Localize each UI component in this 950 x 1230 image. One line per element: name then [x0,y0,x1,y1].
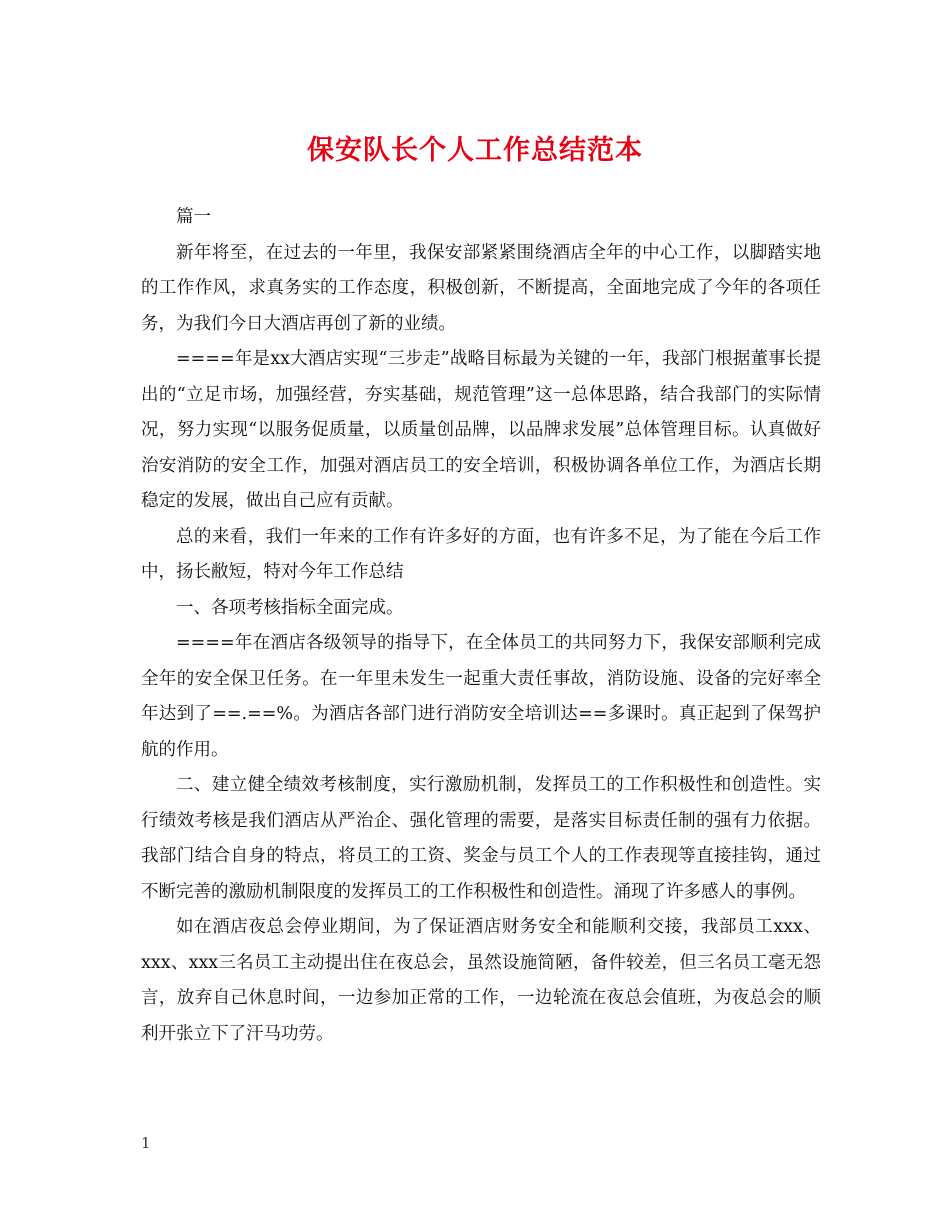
paragraph-targets: ====年在酒店各级领导的指导下，在全体员工的共同努力下，我保安部顺利完成全年的安全保卫任务。在一年里未发生一起重大责任事故，消防设施、设备的完好率全年达到了==.==%。为酒店各部门进行消防安全培训达==多课时。真正起到了保驾护航的作用。 [141,633,821,760]
paragraph-heading-1: 一、各项考核指标全面完成。 [176,597,404,618]
paragraph-heading-2-and-body: 二、建立健全绩效考核制度，实行激励机制，发挥员工的工作积极性和创造性。实行绩效考核是我们酒店从严治企、强化管理的需要，是落实目标责任制的强有力依据。我部门结合自身的特点，将员工的工资、奖金与员工个人的工作表现等直接挂钩，通过不断完善的激励机制限度的发挥员工的工作积极性和创造性。涌现了许多感人的事例。 [141,775,821,902]
paragraph-example: 如在酒店夜总会停业期间，为了保证酒店财务安全和能顺利交接，我部员工xxx、xxx、xxx三名员工主动提出住在夜总会，虽然设施简陋，备件较差，但三名员工毫无怨言，放弃自己休息时间，一边参加正常的工作，一边轮流在夜总会值班，为夜总会的顺利开张立下了汗马功劳。 [141,917,821,1044]
paragraph-overview: 总的来看，我们一年来的工作有许多好的方面，也有许多不足，为了能在今后工作中，扬长敝短，特对今年工作总结 [141,526,821,582]
page-number: 1 [141,1134,151,1152]
document-title: 保安队长个人工作总结范本 [307,135,643,166]
paragraph-strategy: ====年是xx大酒店实现“三步走”战略目标最为关键的一年，我部门根据董事长提出的“立足市场，加强经营，夯实基础，规范管理”这一总体思路，结合我部门的实际情况，努力实现“以服务促质量，以质量创品牌，以品牌求发展”总体管理目标。认真做好治安消防的安全工作，加强对酒店员工的安全培训，积极协调各单位工作，为酒店长期稳定的发展，做出自己应有贡献。 [141,349,821,511]
paragraph-section-label: 篇一 [176,207,211,227]
paragraph-intro: 新年将至，在过去的一年里，我保安部紧紧围绕酒店全年的中心工作，以脚踏实地的工作作风，求真务实的工作态度，积极创新，不断提高，全面地完成了今年的各项任务，为我们今日大酒店再创了新的业绩。 [141,242,821,334]
document-body [141,200,821,1052]
